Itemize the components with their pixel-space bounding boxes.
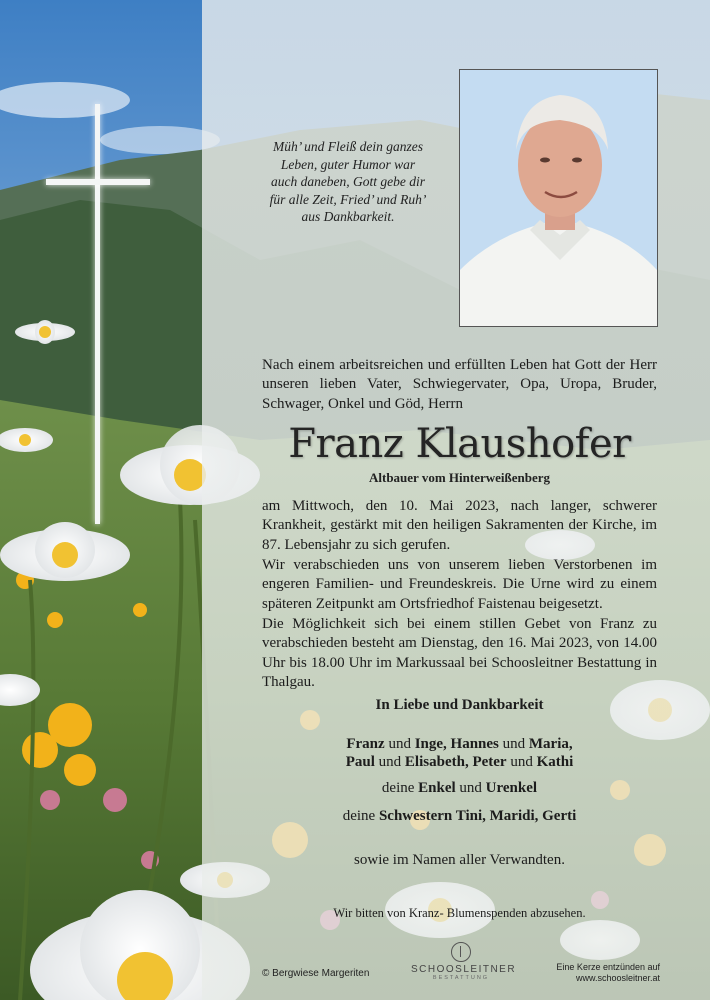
poem-line: Leben, guter Humor war bbox=[280, 156, 416, 172]
mourner-connector: und bbox=[378, 754, 402, 770]
candle-website-note bbox=[555, 962, 660, 984]
portrait-photo bbox=[459, 69, 658, 327]
mourner-connector: und bbox=[510, 754, 533, 770]
donation-note: Wir bitten von Kranz- Blumenspenden abzusehen. bbox=[333, 906, 586, 920]
mourner-connector: und bbox=[502, 736, 526, 752]
memorial-poem bbox=[250, 138, 446, 226]
mourner-name: Maria bbox=[528, 736, 569, 752]
deceased-name: Franz Klaushofer bbox=[288, 421, 631, 467]
poem-line: auch daneben, Gott gebe dir bbox=[270, 174, 426, 189]
farewell-paragraph: Wir verabschieden uns von unserem lieben Verstorbenen im engeren Familien- und Freundeskreis. Die Urne wird zu einem späteren Zeitpunkt am Ortsfriedhof Faistenau beigesetzt. bbox=[262, 557, 657, 612]
photo-credit: © Bergwiese Margeriten bbox=[262, 968, 370, 979]
mourner-separator: , bbox=[443, 736, 447, 752]
deceased-occupation: Altbauer vom Hinterweißenberg bbox=[368, 470, 551, 485]
cross-icon-bar bbox=[46, 179, 150, 185]
prayer-paragraph: Die Möglichkeit sich bei einem stillen Gebet von Franz zu verabschieden besteht am Dienstag, den 16. Mai 2023, von 14.00 Uhr bis 18.00 Uhr im Markussaal bei Schoosleitner Bestattung in Thalgau. bbox=[262, 616, 657, 690]
mourners-row-children-2 bbox=[262, 754, 657, 771]
brand-name: SCHOOSLEITNER bbox=[411, 964, 517, 975]
death-notice-paragraph: am Mittwoch, den 10. Mai 2023, nach langer, schwerer Krankheit, gestärkt mit den heiligen Sakramenten der Kirche, im 87. Lebensjahr zu sich gerufen. bbox=[262, 498, 657, 553]
mourner-name: Peter bbox=[472, 754, 507, 770]
candle-text: Eine Kerze entzünden auf bbox=[556, 962, 660, 972]
mourners-row-grandchildren bbox=[262, 780, 657, 797]
mourner-group: Urenkel bbox=[485, 780, 538, 796]
brand-subtitle: BESTATTUNG bbox=[432, 975, 490, 981]
mourner-connector: und bbox=[459, 780, 482, 796]
mourner-group: Schwestern Tini, Maridi, Gerti bbox=[378, 808, 577, 824]
poem-line: aus Dankbarkeit. bbox=[301, 209, 395, 224]
mourner-name: Elisabeth bbox=[404, 754, 465, 770]
cross-icon bbox=[95, 104, 100, 524]
mourner-separator: , bbox=[464, 754, 469, 770]
mourner-name: Franz bbox=[346, 736, 385, 752]
mourners-row-siblings bbox=[262, 808, 657, 825]
mourner-name: Inge bbox=[414, 736, 444, 752]
website-link[interactable]: www.schoosleitner.at bbox=[575, 973, 660, 983]
mourners-row-children bbox=[262, 736, 657, 753]
poem-line: für alle Zeit, Fried’ und Ruh’ bbox=[269, 191, 427, 207]
mourner-name: Paul bbox=[345, 754, 375, 770]
intro-text: Nach einem arbeitsreichen und erfüllten Leben hat Gott der Herr unseren lieben Vater, Schwiegervater, Opa, Uropa, Bruder, Schwager, Onkel und Göd, Herrn bbox=[262, 357, 657, 412]
mourner-connector: und bbox=[388, 736, 411, 752]
poem-line: Müh’ und Fleiß dein ganzes bbox=[273, 139, 423, 154]
mourner-separator: , bbox=[568, 736, 573, 752]
mourners-heading: In Liebe und Dankbarkeit bbox=[375, 697, 544, 713]
mourner-prefix: deine bbox=[342, 808, 376, 824]
mourner-name: Kathi bbox=[536, 754, 574, 770]
mourner-prefix: deine bbox=[381, 780, 415, 796]
relatives-line: sowie im Namen aller Verwandten. bbox=[354, 852, 565, 868]
mourner-group: Enkel bbox=[418, 780, 456, 796]
tree-logo-icon bbox=[451, 942, 471, 962]
mourner-name: Hannes bbox=[450, 736, 499, 752]
funeral-home-logo bbox=[411, 942, 517, 981]
